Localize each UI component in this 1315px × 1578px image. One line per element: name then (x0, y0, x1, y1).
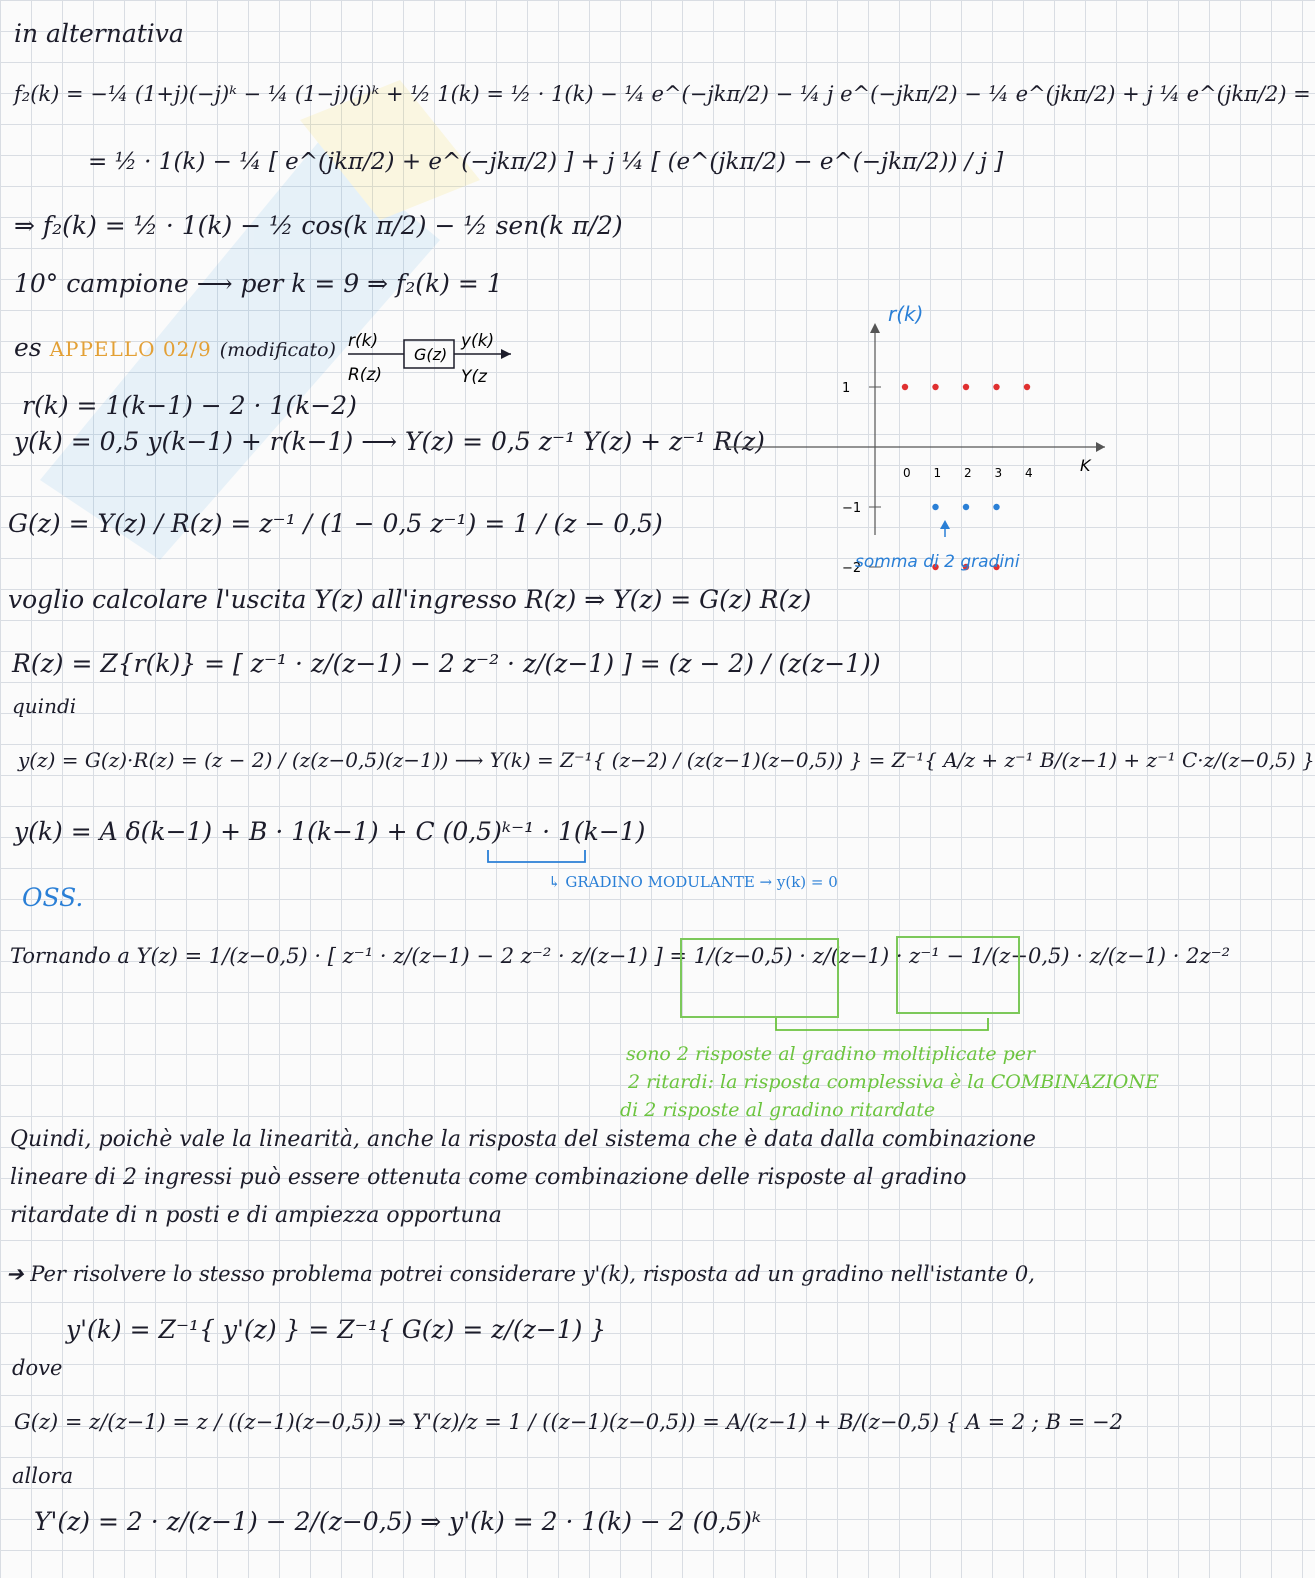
partial-fractions: G(z) = z/(z−1) = z / ((z−1)(z−0,5)) ⇒ Y'(z)/z = 1 / ((z−1)(z−0,5)) = A/(z−1) + B/(z−0,5) { A = 2 ; B = −2 (14, 1410, 1123, 1434)
heading-alternativa: in alternativa (14, 19, 184, 48)
plot-annotation: somma di 2 gradini (855, 552, 1020, 572)
linearity-text-2: lineare di 2 ingressi può essere ottenuta come combinazione delle risposte al gradino (10, 1165, 967, 1190)
plot-x-ticks (903, 466, 1033, 480)
plot-point (993, 384, 999, 390)
gradino-note: ↳ GRADINO MODULANTE → y(k) = 0 (548, 873, 838, 891)
watermark-logo (20, 60, 540, 560)
formula-f2-result: ⇒ f₂(k) = ½ · 1(k) − ½ cos(k π/2) − ½ sen(k π/2) (14, 211, 623, 240)
block-input-sub: R(z) (348, 365, 382, 385)
plot-point (932, 504, 938, 510)
alternative-method: ➔ Per risolvere lo stesso problema potrei considerare y'(k), risposta ad un gradino nell'istante 0, (6, 1262, 1035, 1286)
plot-x-tick: 0 (903, 466, 911, 480)
plot-x-tick: 4 (1025, 466, 1033, 480)
plot-y-tick: −2 (842, 561, 862, 576)
final-step-response: Y'(z) = 2 · z/(z−1) − 2/(z−0,5) ⇒ y'(k) = 2 · 1(k) − 2 (0,5)ᵏ (34, 1507, 762, 1536)
plot-x-tick: 2 (964, 466, 972, 480)
plot-x-tick: 1 (933, 466, 942, 480)
es-label: es (14, 333, 42, 362)
modificato-label: (modificato) (219, 339, 336, 361)
plot-point (963, 504, 969, 510)
plot-y-tick: −1 (842, 501, 862, 516)
plot-x-tick: 3 (994, 466, 1003, 480)
difference-equation: y(k) = 0,5 y(k−1) + r(k−1) ⟶ Y(z) = 0,5 z⁻¹ Y(z) + z⁻¹ R(z) (14, 427, 765, 456)
plot-y-tick: 1 (842, 381, 851, 396)
appello-label: APPELLO 02/9 (49, 337, 212, 361)
output-time-domain: y(k) = A δ(k−1) + B · 1(k−1) + C (0,5)ᵏ⁻¹ · 1(k−1) (14, 817, 646, 846)
block-output-label: y(k) (461, 331, 495, 351)
tenth-sample-line: 10° campione ⟶ per k = 9 ⇒ f₂(k) = 1 (14, 269, 503, 298)
plot-point (932, 384, 938, 390)
output-transform: y(z) = G(z)·R(z) = (z − 2) / (z(z−0,5)(z−1)) ⟶ Y(k) = Z⁻¹{ (z−2) / (z(z−1)(z−0,5)) } = Z⁻¹{ A/z + z⁻¹ B/(z−1) + z⁻¹ C·z/(z−0,5) } (18, 748, 1315, 772)
plot-point (993, 504, 999, 510)
plot-point (963, 384, 969, 390)
linearity-text-1: Quindi, poichè vale la linearità, anche la risposta del sistema che è data dalla combinazione (10, 1127, 1036, 1152)
plot-point (1024, 384, 1030, 390)
allora-label: allora (12, 1464, 74, 1488)
block-g-label: G(z) (414, 345, 448, 364)
tornando-line: Tornando a Y(z) = 1/(z−0,5) · [ z⁻¹ · z/(z−1) − 2 z⁻² · z/(z−1) ] = 1/(z−0,5) · z/(z−1) · z⁻¹ − 1/(z−0,5) · z/(z−1) · 2z⁻² (10, 944, 1231, 968)
example-heading (14, 332, 336, 366)
block-output-sub: Y(z (461, 367, 487, 387)
linearity-text-3: ritardate di n posti e di ampiezza opportuna (10, 1203, 502, 1228)
step-response-def: y'(k) = Z⁻¹{ y'(z) } = Z⁻¹{ G(z) = z/(z−1) } (66, 1315, 607, 1344)
dove-label: dove (12, 1356, 63, 1380)
transfer-function: G(z) = Y(z) / R(z) = z⁻¹ / (1 − 0,5 z⁻¹) = 1 / (z − 0,5) (8, 509, 663, 538)
plot-ylabel: r(k) (888, 302, 924, 326)
green-note-3: di 2 risposte al gradino ritardate (620, 1099, 936, 1121)
block-diagram (346, 326, 521, 388)
formula-f2-regroup: = ½ · 1(k) − ¼ [ e^(jkπ/2) + e^(−jkπ/2) ] + j ¼ [ (e^(jkπ/2) − e^(−jkπ/2)) / j ] (88, 149, 1004, 175)
input-transform: R(z) = Z{r(k)} = [ z⁻¹ · z/(z−1) − 2 z⁻² · z/(z−1) ] = (z − 2) / (z(z−1)) (12, 649, 881, 678)
oss-label: OSS. (22, 883, 84, 912)
plot-xlabel: K (1080, 456, 1091, 475)
block-input-label: r(k) (348, 331, 379, 351)
signal-plot (720, 295, 1110, 605)
compute-output-line: voglio calcolare l'uscita Y(z) all'ingresso R(z) ⇒ Y(z) = G(z) R(z) (8, 585, 812, 614)
step-response-box-1 (680, 938, 839, 1018)
plot-point (902, 384, 908, 390)
input-signal-def: r(k) = 1(k−1) − 2 · 1(k−2) (22, 391, 357, 420)
step-response-box-2 (896, 936, 1020, 1014)
green-note-2: 2 ritardi: la risposta complessiva è la COMBINAZIONE (628, 1071, 1159, 1093)
quindi-label: quindi (12, 694, 77, 718)
green-note-1: sono 2 risposte al gradino moltiplicate per (626, 1043, 1036, 1065)
formula-f2-expansion: f₂(k) = −¼ (1+j)(−j)ᵏ − ¼ (1−j)(j)ᵏ + ½ 1(k) = ½ · 1(k) − ¼ e^(−jkπ/2) − ¼ j e^(−jkπ/2) − ¼ e^(jkπ/2) + j ¼ e^(jkπ/2) = (14, 82, 1311, 106)
